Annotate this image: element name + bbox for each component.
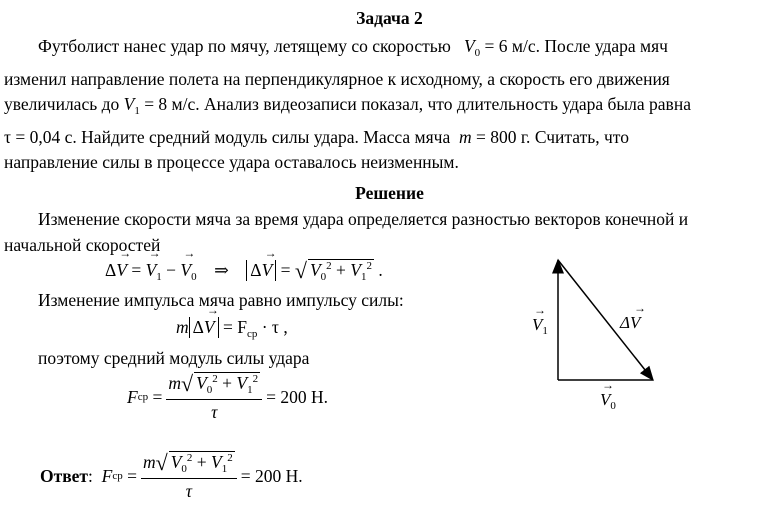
solution-title: Решение (355, 183, 424, 203)
answer: Ответ : F ср = $\frac{m√ V_0^2 + V_1^2}{\tau}$ = 200 Н. (40, 450, 303, 501)
equation-force: F ср = $\frac{m√ V_0^2 + V_1^2}{\tau}$ = 200 Н. (127, 371, 328, 422)
svg-text:→: → (534, 303, 546, 317)
equation-impulse: m $\Delta\to V = F_{ср} \cdot \tau$ , (176, 317, 288, 340)
solution-line-1: Изменение скорости мяча за время удара определяется разностью векторов конечной и (38, 209, 689, 229)
label-v1: $V_1$ (532, 315, 548, 337)
vector-triangle-diagram (520, 250, 680, 420)
solution-line-4: поэтому средний модуль силы удара (38, 348, 310, 368)
solution-line-3: Изменение импульса мяча равно импульсу силы: (38, 290, 404, 310)
problem-line-5: направление силы в процессе удара оставалось неизменным. (4, 152, 459, 172)
problem-line-4: τ = 0,04 с. Найдите средний модуль силы удара. Масса мяча m = 800 г. Считать, что (4, 126, 629, 147)
solution-line-2: начальной скоростей (4, 234, 161, 255)
label-v0: $V_0$ (600, 390, 616, 412)
problem-line-1: Футболист нанес удар по мячу, летящему со скоростью $V_0 = 6$ м/с. После удара мяч (38, 36, 668, 59)
problem-line-3: увеличилась до $V_1 = 8$ м/с. Анализ видеозаписи показал, что длительность удара была равна (4, 94, 691, 117)
problem-line-2: изменил направление полета на перпендикулярное к исходному, а скорость его движения (4, 68, 670, 89)
problem-title: Задача 2 (356, 8, 423, 28)
problem-text (4, 34, 770, 176)
svg-text:→: → (634, 301, 646, 315)
label-delta-v: ΔV (620, 313, 641, 332)
answer-label: Ответ (40, 465, 89, 486)
svg-text:→: → (602, 378, 614, 392)
equation-delta-v: Δ→ V = → $V_1$ − → $V_0$ ⇒ Δ→ V = √ $V_0^2 + V_1^2$ . (105, 258, 383, 284)
